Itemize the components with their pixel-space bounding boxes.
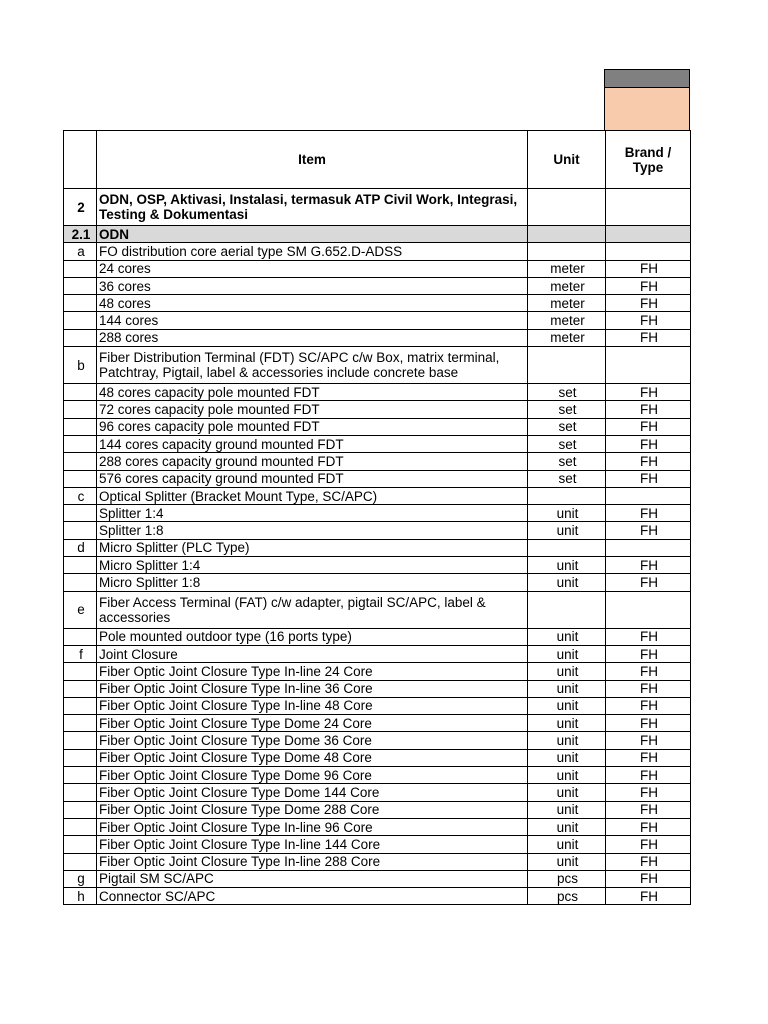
- row-brand: [606, 591, 691, 628]
- row-unit: [528, 347, 606, 384]
- row-unit: pcs: [528, 870, 606, 887]
- table-row: [64, 870, 691, 887]
- row-unit: unit: [528, 715, 606, 732]
- row-brand: FH: [606, 870, 691, 887]
- row-item: Fiber Optic Joint Closure Type In-line 48 Core: [97, 697, 528, 714]
- table-row: [64, 697, 691, 714]
- row-number: [64, 784, 97, 801]
- row-unit: set: [528, 470, 606, 487]
- boq-table: [63, 130, 691, 905]
- row-item: Optical Splitter (Bracket Mount Type, SC/APC): [97, 487, 528, 504]
- row-brand: FH: [606, 749, 691, 766]
- row-item: 72 cores capacity pole mounted FDT: [97, 401, 528, 418]
- row-number: [64, 628, 97, 645]
- row-unit: meter: [528, 312, 606, 329]
- row-item: 36 cores: [97, 277, 528, 294]
- table-row: [64, 189, 691, 226]
- header-no: [64, 131, 97, 189]
- row-item: 24 cores: [97, 260, 528, 277]
- row-number: e: [64, 591, 97, 628]
- row-item: 576 cores capacity ground mounted FDT: [97, 470, 528, 487]
- table-row: [64, 522, 691, 539]
- row-number: [64, 470, 97, 487]
- row-number: d: [64, 539, 97, 556]
- row-unit: set: [528, 384, 606, 401]
- row-brand: FH: [606, 312, 691, 329]
- row-brand: FH: [606, 680, 691, 697]
- table-row: [64, 435, 691, 452]
- row-unit: unit: [528, 749, 606, 766]
- row-unit: unit: [528, 784, 606, 801]
- row-item: Fiber Access Terminal (FAT) c/w adapter, pigtail SC/APC, label & accessories: [97, 591, 528, 628]
- row-brand: FH: [606, 295, 691, 312]
- row-brand: FH: [606, 767, 691, 784]
- table-header-row: [64, 131, 691, 189]
- row-unit: meter: [528, 277, 606, 294]
- row-number: [64, 697, 97, 714]
- table-row: [64, 329, 691, 346]
- row-unit: unit: [528, 853, 606, 870]
- table-row: [64, 347, 691, 384]
- row-unit: [528, 243, 606, 260]
- header-unit: Unit: [528, 131, 606, 189]
- row-brand: FH: [606, 435, 691, 452]
- row-number: [64, 312, 97, 329]
- row-number: g: [64, 870, 97, 887]
- table-row: [64, 470, 691, 487]
- grey-header-block: [604, 69, 690, 88]
- table-row: [64, 453, 691, 470]
- row-item: Fiber Optic Joint Closure Type Dome 96 Core: [97, 767, 528, 784]
- row-number: 2: [64, 189, 97, 226]
- row-item: Fiber Optic Joint Closure Type Dome 36 Core: [97, 732, 528, 749]
- row-item: Fiber Optic Joint Closure Type Dome 48 Core: [97, 749, 528, 766]
- row-brand: [606, 189, 691, 226]
- row-number: [64, 574, 97, 591]
- row-unit: meter: [528, 260, 606, 277]
- row-number: [64, 732, 97, 749]
- row-unit: unit: [528, 732, 606, 749]
- table-row: [64, 226, 691, 243]
- row-brand: FH: [606, 628, 691, 645]
- row-item: Fiber Optic Joint Closure Type In-line 144 Core: [97, 836, 528, 853]
- row-brand: FH: [606, 522, 691, 539]
- row-unit: set: [528, 401, 606, 418]
- row-item: FO distribution core aerial type SM G.652.D-ADSS: [97, 243, 528, 260]
- row-unit: unit: [528, 818, 606, 835]
- row-item: 288 cores: [97, 329, 528, 346]
- row-item: Pole mounted outdoor type (16 ports type): [97, 628, 528, 645]
- row-item: Fiber Optic Joint Closure Type In-line 24 Core: [97, 663, 528, 680]
- row-number: [64, 663, 97, 680]
- row-unit: unit: [528, 645, 606, 662]
- table-row: [64, 680, 691, 697]
- row-item: Splitter 1:4: [97, 505, 528, 522]
- row-number: [64, 522, 97, 539]
- row-item: Micro Splitter (PLC Type): [97, 539, 528, 556]
- row-brand: FH: [606, 574, 691, 591]
- row-number: [64, 453, 97, 470]
- row-brand: FH: [606, 470, 691, 487]
- row-unit: [528, 226, 606, 243]
- row-brand: FH: [606, 784, 691, 801]
- table-row: [64, 574, 691, 591]
- table-row: [64, 663, 691, 680]
- row-item: Fiber Optic Joint Closure Type Dome 288 Core: [97, 801, 528, 818]
- row-brand: FH: [606, 801, 691, 818]
- row-item: Connector SC/APC: [97, 888, 528, 905]
- row-number: [64, 260, 97, 277]
- table-row: [64, 557, 691, 574]
- row-unit: unit: [528, 697, 606, 714]
- row-item: 288 cores capacity ground mounted FDT: [97, 453, 528, 470]
- row-brand: FH: [606, 277, 691, 294]
- row-number: [64, 418, 97, 435]
- row-item: Fiber Optic Joint Closure Type Dome 144 Core: [97, 784, 528, 801]
- row-unit: set: [528, 435, 606, 452]
- row-number: b: [64, 347, 97, 384]
- row-number: f: [64, 645, 97, 662]
- row-brand: FH: [606, 853, 691, 870]
- header-item: Item: [97, 131, 528, 189]
- peach-header-block: [604, 88, 690, 131]
- row-item: ODN, OSP, Aktivasi, Instalasi, termasuk ATP Civil Work, Integrasi, Testing & Dokumentasi: [97, 189, 528, 226]
- row-unit: [528, 591, 606, 628]
- row-unit: set: [528, 453, 606, 470]
- row-unit: unit: [528, 836, 606, 853]
- row-unit: [528, 487, 606, 504]
- row-brand: FH: [606, 557, 691, 574]
- row-brand: FH: [606, 384, 691, 401]
- row-number: [64, 853, 97, 870]
- row-item: Fiber Distribution Terminal (FDT) SC/APC c/w Box, matrix terminal, Patchtray, Pigtail, label & accessories include concrete base: [97, 347, 528, 384]
- row-unit: pcs: [528, 888, 606, 905]
- row-item: 96 cores capacity pole mounted FDT: [97, 418, 528, 435]
- table-row: [64, 277, 691, 294]
- row-brand: FH: [606, 697, 691, 714]
- table-row: [64, 591, 691, 628]
- row-number: [64, 801, 97, 818]
- row-number: 2.1: [64, 226, 97, 243]
- row-number: [64, 749, 97, 766]
- row-item: Fiber Optic Joint Closure Type In-line 288 Core: [97, 853, 528, 870]
- table-row: [64, 384, 691, 401]
- row-brand: FH: [606, 329, 691, 346]
- row-item: Fiber Optic Joint Closure Type Dome 24 Core: [97, 715, 528, 732]
- table-row: [64, 628, 691, 645]
- row-unit: unit: [528, 574, 606, 591]
- table-row: [64, 312, 691, 329]
- row-unit: [528, 539, 606, 556]
- row-unit: unit: [528, 801, 606, 818]
- row-brand: FH: [606, 888, 691, 905]
- row-item: Joint Closure: [97, 645, 528, 662]
- row-unit: unit: [528, 557, 606, 574]
- row-unit: meter: [528, 329, 606, 346]
- row-item: ODN: [97, 226, 528, 243]
- row-unit: unit: [528, 767, 606, 784]
- table-row: [64, 487, 691, 504]
- table-row: [64, 767, 691, 784]
- row-brand: FH: [606, 418, 691, 435]
- table-row: [64, 888, 691, 905]
- table-row: [64, 539, 691, 556]
- row-number: h: [64, 888, 97, 905]
- row-number: [64, 680, 97, 697]
- row-number: [64, 767, 97, 784]
- table-row: [64, 853, 691, 870]
- row-brand: FH: [606, 836, 691, 853]
- row-brand: FH: [606, 260, 691, 277]
- row-item: Pigtail SM SC/APC: [97, 870, 528, 887]
- table-row: [64, 645, 691, 662]
- table-row: [64, 295, 691, 312]
- row-brand: FH: [606, 732, 691, 749]
- table-row: [64, 784, 691, 801]
- row-item: 144 cores capacity ground mounted FDT: [97, 435, 528, 452]
- table-row: [64, 418, 691, 435]
- table-row: [64, 401, 691, 418]
- row-brand: FH: [606, 453, 691, 470]
- row-number: [64, 818, 97, 835]
- row-number: [64, 277, 97, 294]
- row-brand: [606, 487, 691, 504]
- row-brand: [606, 539, 691, 556]
- row-number: [64, 557, 97, 574]
- row-unit: meter: [528, 295, 606, 312]
- row-brand: FH: [606, 715, 691, 732]
- row-unit: unit: [528, 628, 606, 645]
- row-item: Fiber Optic Joint Closure Type In-line 36 Core: [97, 680, 528, 697]
- table-body: [64, 189, 691, 905]
- row-number: [64, 435, 97, 452]
- row-item: 48 cores: [97, 295, 528, 312]
- table-row: [64, 260, 691, 277]
- row-number: [64, 715, 97, 732]
- row-brand: FH: [606, 663, 691, 680]
- row-unit: unit: [528, 505, 606, 522]
- row-item: Fiber Optic Joint Closure Type In-line 96 Core: [97, 818, 528, 835]
- row-unit: [528, 189, 606, 226]
- row-number: [64, 505, 97, 522]
- row-brand: FH: [606, 505, 691, 522]
- table-row: [64, 836, 691, 853]
- row-brand: FH: [606, 818, 691, 835]
- table-row: [64, 505, 691, 522]
- row-number: [64, 295, 97, 312]
- row-unit: set: [528, 418, 606, 435]
- row-brand: FH: [606, 401, 691, 418]
- table-row: [64, 818, 691, 835]
- row-unit: unit: [528, 680, 606, 697]
- row-number: [64, 401, 97, 418]
- row-item: Micro Splitter 1:8: [97, 574, 528, 591]
- row-number: [64, 329, 97, 346]
- row-unit: unit: [528, 522, 606, 539]
- row-brand: FH: [606, 645, 691, 662]
- row-number: [64, 384, 97, 401]
- row-item: 48 cores capacity pole mounted FDT: [97, 384, 528, 401]
- table-row: [64, 801, 691, 818]
- row-item: Splitter 1:8: [97, 522, 528, 539]
- row-number: c: [64, 487, 97, 504]
- table-row: [64, 732, 691, 749]
- header-brand: Brand / Type: [606, 131, 691, 189]
- row-number: a: [64, 243, 97, 260]
- row-item: Micro Splitter 1:4: [97, 557, 528, 574]
- table-row: [64, 715, 691, 732]
- row-item: 144 cores: [97, 312, 528, 329]
- table-row: [64, 749, 691, 766]
- table-row: [64, 243, 691, 260]
- row-brand: [606, 226, 691, 243]
- row-unit: unit: [528, 663, 606, 680]
- row-number: [64, 836, 97, 853]
- row-brand: [606, 347, 691, 384]
- row-brand: [606, 243, 691, 260]
